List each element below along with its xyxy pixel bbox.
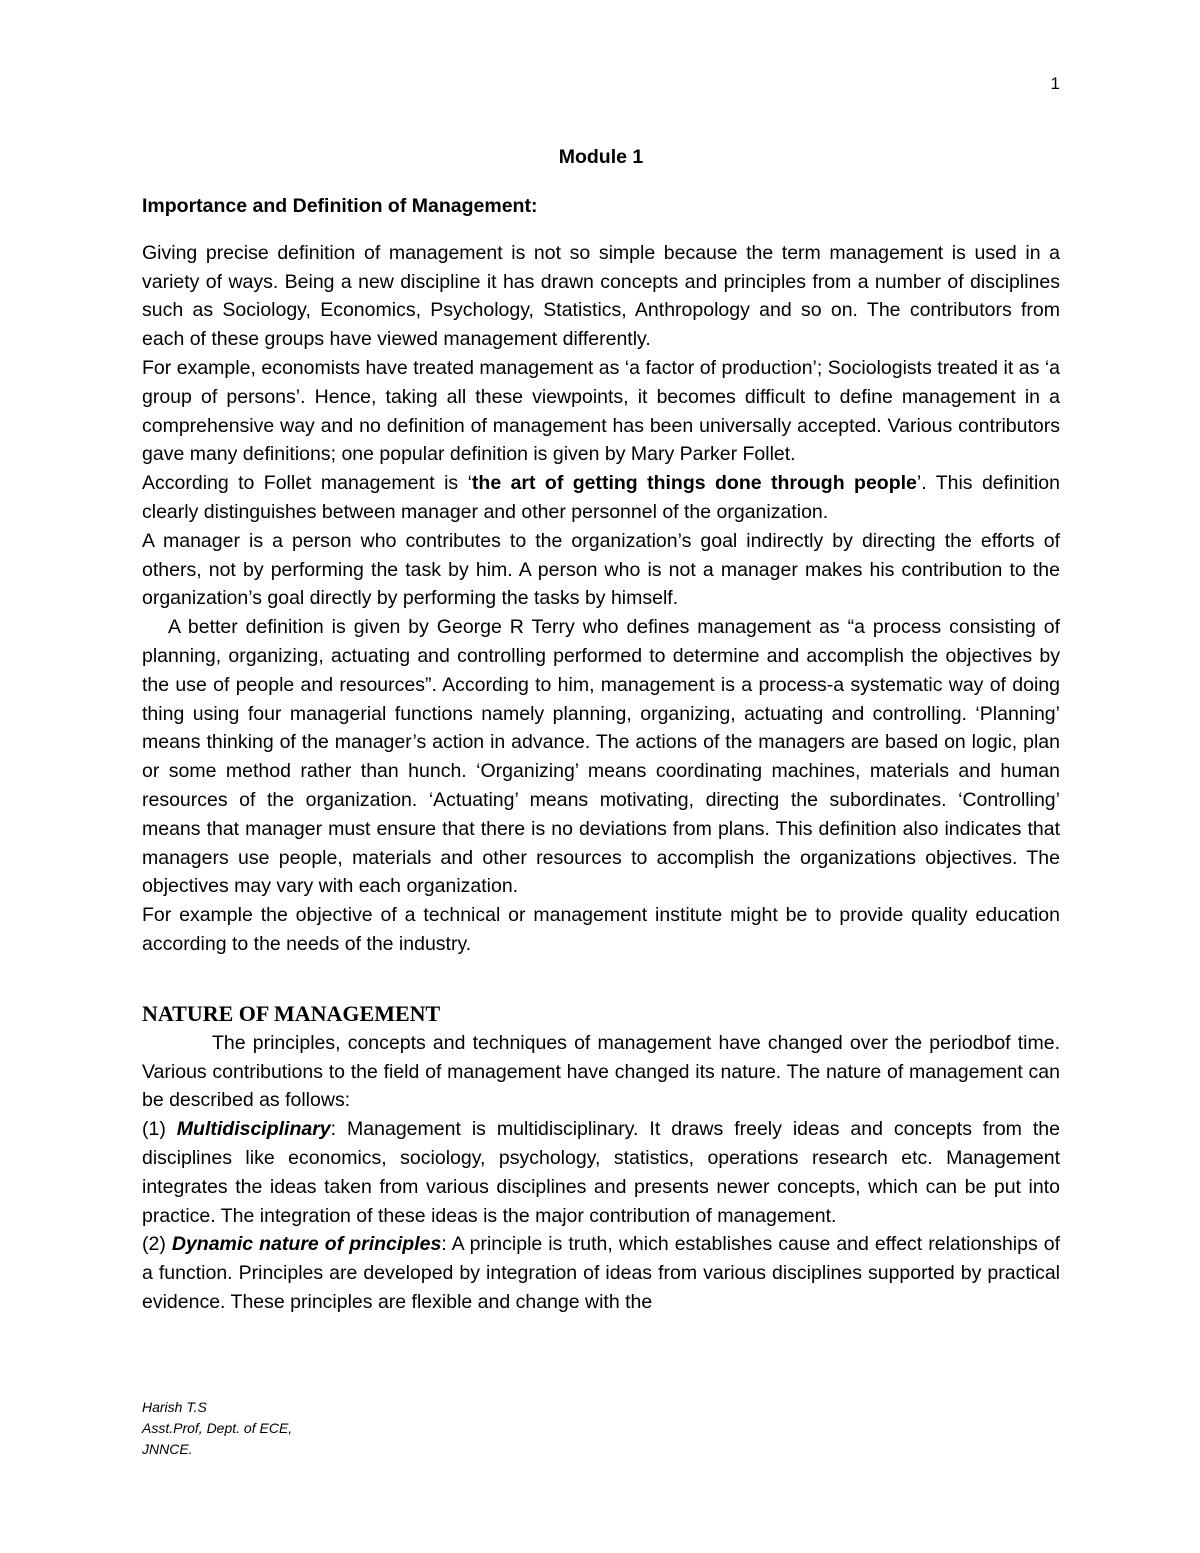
footer-institution: JNNCE.	[142, 1441, 193, 1457]
list-item-multidisciplinary	[142, 1115, 1060, 1230]
item-text: : Management is multidisciplinary. It draws freely ideas and concepts from the disciplines like economics, sociology, psychology, statistics, operations research etc. Management integrates the ideas taken from various disciplines and presents newer concepts, which can be put into practice. The integration of these ideas is the major contribution of management.	[142, 1118, 1060, 1227]
item-number: (2)	[142, 1233, 172, 1256]
page-title: Module 1	[558, 146, 644, 168]
page-footer	[142, 1397, 292, 1460]
paragraph-6: For example the objective of a technical or management institute might be to provide quality education according to the needs of the industry.	[142, 904, 1060, 955]
page-content	[142, 140, 1060, 1317]
list-item-dynamic-principles	[142, 1230, 1060, 1316]
footer-author: Harish T.S	[142, 1399, 207, 1415]
follet-definition: the art of getting things done through people	[471, 472, 917, 495]
section-heading-importance: Importance and Definition of Management:	[142, 195, 538, 217]
item-title: Dynamic nature of principles	[171, 1233, 442, 1256]
item-title: Multidisciplinary	[176, 1118, 331, 1141]
nature-intro: The principles, concepts and techniques of management have changed over the periodbof time. Various contributions to the field of management have changed its nature. The nature of management can be described as follows:	[142, 1031, 1060, 1112]
page-number: 1	[1050, 74, 1060, 93]
paragraph-5: A better definition is given by George R Terry who defines management as “a process consisting of planning, organizing, actuating and controlling performed to determine and accomplish the objectives by the use of people and resources”. According to him, management is a process-a systematic way of doing thing using four managerial functions namely planning, organizing, actuating and controlling. ‘Planning’ means thinking of the manager’s action in advance. The actions of the managers are based on logic, plan or some method rather than hunch. ‘Organizing’ means coordinating machines, materials and human resources of the organization. ‘Actuating’ means motivating, directing the subordinates. ‘Controlling’ means that manager must ensure that there is no deviations from plans. This definition also indicates that managers use people, materials and other resources to accomplish the organizations objectives. The objectives may vary with each organization.	[142, 616, 1060, 898]
footer-designation: Asst.Prof, Dept. of ECE,	[142, 1420, 293, 1436]
item-text: : A principle is truth, which establishes cause and effect relationships of a function. Principles are developed by integration of ideas from various disciplines supported by practical evidence. These principles are flexible and change with the	[142, 1233, 1060, 1313]
section-heading-nature: NATURE OF MANAGEMENT	[142, 1000, 441, 1026]
item-number: (1)	[142, 1118, 177, 1141]
paragraph-3	[142, 469, 1060, 527]
paragraph-2: For example, economists have treated management as ‘a factor of production’; Sociologists treated it as ‘a group of persons’. Hence, taking all these viewpoints, it becomes difficult to define management in a comprehensive way and no definition of management has been universally accepted. Various contributors gave many definitions; one popular definition is given by Mary Parker Follet.	[142, 356, 1060, 466]
paragraph-4: A manager is a person who contributes to the organization’s goal indirectly by directing the efforts of others, not by performing the task by him. A person who is not a manager makes his contribution to the organization’s goal directly by performing the tasks by himself.	[142, 529, 1060, 610]
follet-intro: According to Follet management is ‘	[142, 472, 472, 495]
paragraph-1: Giving precise definition of management is not so simple because the term management is used in a variety of ways. Being a new discipline it has drawn concepts and principles from a number of disciplines such as Sociology, Economics, Psychology, Statistics, Anthropology and so on. The contributors from each of these groups have viewed management differently.	[142, 241, 1060, 351]
follet-outro: ’. This definition clearly distinguishes between manager and other personnel of the organization.	[142, 472, 1060, 523]
